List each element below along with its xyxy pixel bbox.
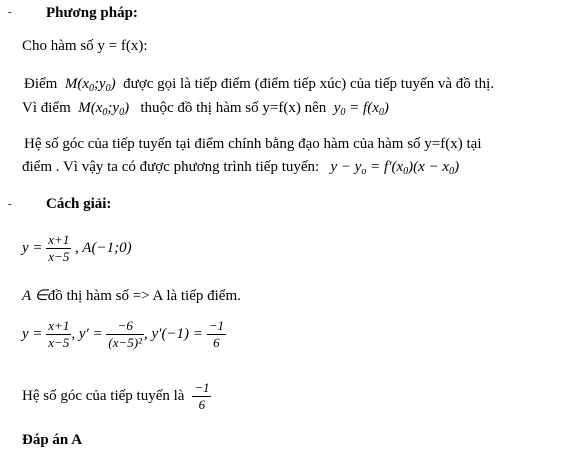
given-fraction: $\frac{x+1}{x-5}$ bbox=[48, 232, 70, 264]
because-math2: $y_0 = f(x_0)$ bbox=[330, 100, 389, 118]
given-lhs: y = bbox=[22, 239, 43, 256]
slope-line-2-text: điểm . Vì vậy ta có được phương trình tiếp tuyến: bbox=[22, 159, 320, 175]
belongs-line bbox=[22, 286, 241, 305]
derivative-line bbox=[22, 318, 226, 351]
method-heading: Phương pháp: bbox=[46, 5, 138, 21]
tangent-equation: $y - y_o = f'(x_0)(x - x_0)$ bbox=[322, 159, 460, 177]
because-mid: thuộc đồ thị hàm số y=f(x) nên bbox=[140, 100, 327, 116]
tangent-point-post: được gọi là tiếp điểm (điểm tiếp xúc) của tiếp tuyến và đồ thị. bbox=[123, 76, 495, 92]
solution-heading: Cách giải: bbox=[46, 196, 112, 212]
slope-line-2 bbox=[22, 159, 459, 177]
deriv-fraction-3: $\frac{-1}{6}$ bbox=[208, 318, 224, 350]
deriv-at: , y′(−1) = bbox=[144, 325, 203, 342]
slope-result-fraction: $\frac{-1}{6}$ bbox=[194, 380, 210, 412]
belongs-text: đồ thị hàm số => A là tiếp điểm. bbox=[47, 288, 241, 304]
deriv-fraction-1: $\frac{x+1}{x-5}$ bbox=[48, 318, 70, 350]
tangent-point-math: $M(x_0;y_0)$ bbox=[61, 76, 120, 94]
because-math: $M(x_0;y_0)$ bbox=[74, 100, 137, 118]
deriv-fraction-2: $\frac{-6}{\text{(x−5)²}}$ bbox=[108, 318, 142, 350]
slope-line-1: Hệ số góc của tiếp tuyến tại điểm chính bằng đạo hàm của hàm số y=f(x) tại bbox=[24, 136, 482, 152]
belongs-math: A ∈ bbox=[22, 288, 48, 304]
given-point: , A(−1;0) bbox=[75, 239, 132, 256]
slope-result-text: Hệ số góc của tiếp tuyến là bbox=[22, 387, 185, 404]
tangent-point-line bbox=[24, 76, 494, 94]
deriv-lhs: y = bbox=[22, 325, 43, 342]
given-function bbox=[22, 232, 132, 265]
tangent-point-pre: Điểm bbox=[24, 76, 58, 92]
answer: Đáp án A bbox=[22, 432, 83, 448]
because-line bbox=[22, 100, 389, 118]
method-intro: Cho hàm số y = f(x): bbox=[22, 38, 148, 54]
deriv-mid: , y′ = bbox=[71, 325, 103, 342]
slope-result-line bbox=[22, 380, 211, 413]
because-pre: Vì điểm bbox=[22, 100, 71, 116]
